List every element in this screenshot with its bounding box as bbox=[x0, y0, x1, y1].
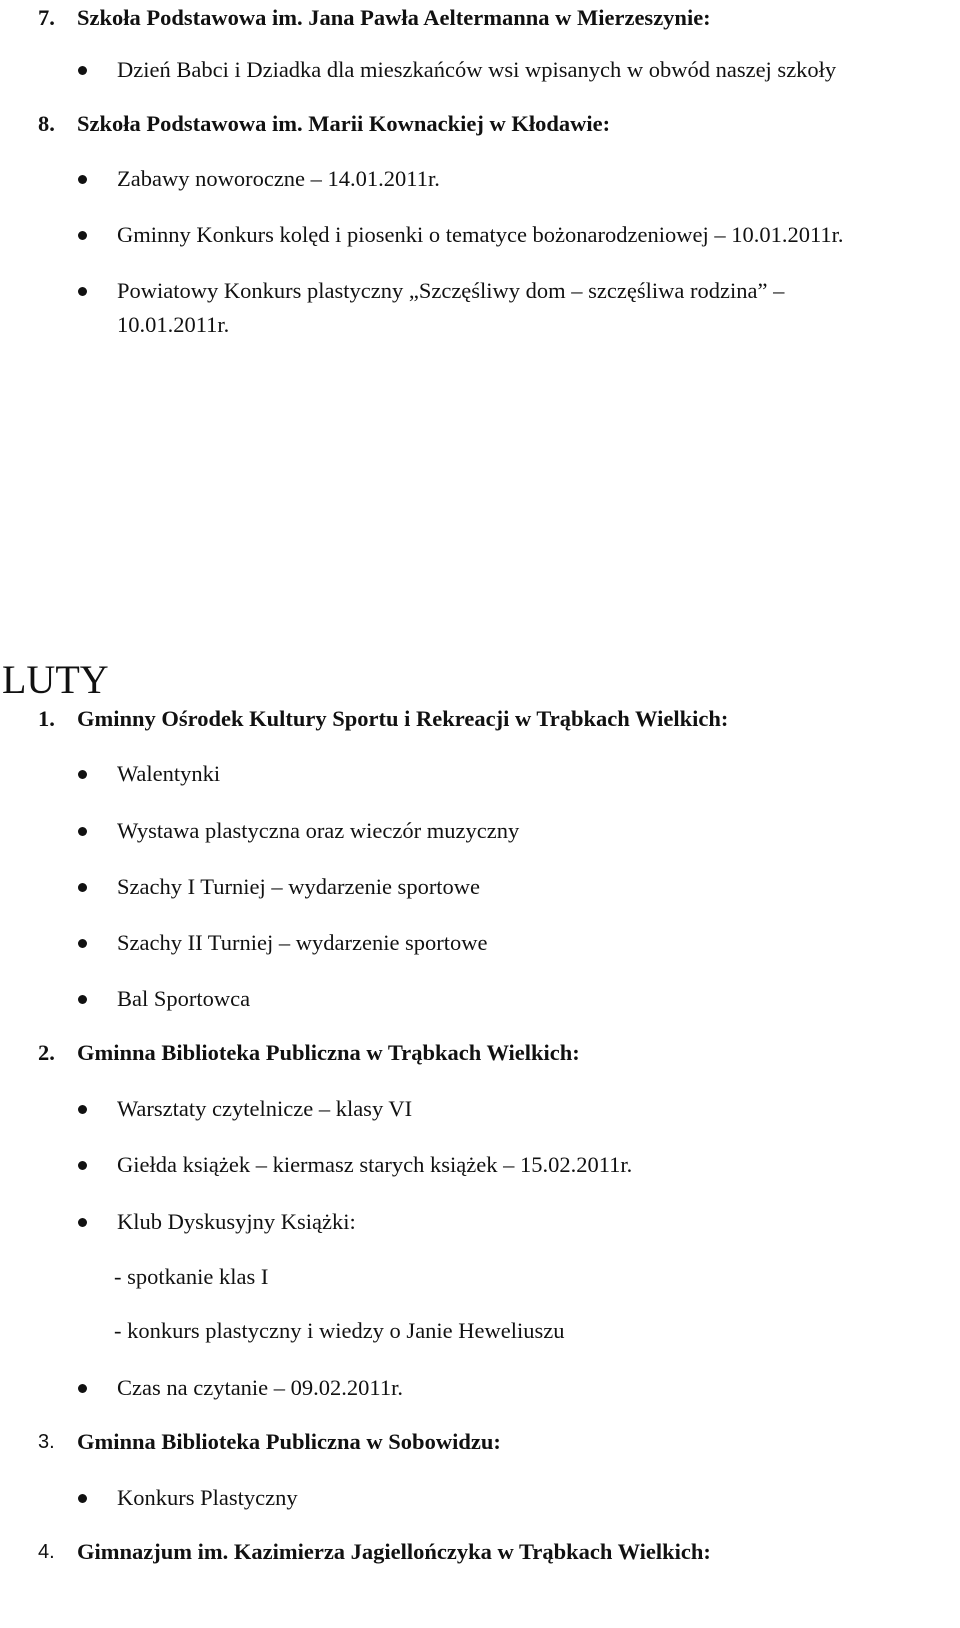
section-number: 2. bbox=[38, 1040, 55, 1065]
list-item: Szachy I Turniej – wydarzenie sportowe bbox=[117, 874, 481, 899]
section-title: Gminny Ośrodek Kultury Sportu i Rekreacji w Trąbkach Wielkich: bbox=[77, 706, 729, 731]
section-title: Gminna Biblioteka Publiczna w Sobowidzu: bbox=[77, 1429, 501, 1454]
section-number: 3. bbox=[38, 1431, 55, 1453]
section-number: 7. bbox=[38, 5, 55, 30]
section-number: 4. bbox=[38, 1541, 55, 1563]
sub-item: - spotkanie klas I bbox=[114, 1264, 269, 1289]
list-item: Walentynki bbox=[117, 761, 221, 786]
bullet-dot bbox=[78, 1384, 87, 1393]
list-item: Czas na czytanie – 09.02.2011r. bbox=[117, 1375, 403, 1400]
section-title: Gminna Biblioteka Publiczna w Trąbkach Wielkich: bbox=[77, 1040, 580, 1065]
section-title: Szkoła Podstawowa im. Jana Pawła Aeltermanna w Mierzeszynie: bbox=[77, 5, 711, 30]
list-item: Konkurs Plastyczny bbox=[117, 1485, 298, 1510]
bullet-dot bbox=[78, 1494, 87, 1503]
bullet-dot bbox=[78, 66, 87, 75]
list-item: Zabawy noworoczne – 14.01.2011r. bbox=[117, 166, 440, 191]
bullet-dot bbox=[78, 175, 87, 184]
bullet-dot bbox=[78, 1218, 87, 1227]
list-item: Wystawa plastyczna oraz wieczór muzyczny bbox=[117, 818, 520, 843]
list-item: Powiatowy Konkurs plastyczny „Szczęśliwy dom – szczęśliwa rodzina” – bbox=[117, 278, 785, 303]
sub-item: - konkurs plastyczny i wiedzy o Janie Heweliuszu bbox=[114, 1318, 565, 1343]
list-item: Szachy II Turniej – wydarzenie sportowe bbox=[117, 930, 488, 955]
bullet-dot bbox=[78, 1161, 87, 1170]
month-heading: LUTY bbox=[2, 657, 109, 702]
list-item: Giełda książek – kiermasz starych książek – 15.02.2011r. bbox=[117, 1152, 633, 1177]
bullet-dot bbox=[78, 1105, 87, 1114]
section-title: Szkoła Podstawowa im. Marii Kownackiej w Kłodawie: bbox=[77, 111, 611, 136]
bullet-dot bbox=[78, 287, 87, 296]
list-item: Bal Sportowca bbox=[117, 986, 251, 1011]
list-item: Warsztaty czytelnicze – klasy VI bbox=[117, 1096, 413, 1121]
section-number: 1. bbox=[38, 706, 55, 731]
bullet-dot bbox=[78, 995, 87, 1004]
bullet-dot bbox=[78, 827, 87, 836]
list-item: Dzień Babci i Dziadka dla mieszkańców wsi wpisanych w obwód naszej szkoły bbox=[117, 57, 837, 82]
list-item: Klub Dyskusyjny Książki: bbox=[117, 1209, 356, 1234]
bullet-dot bbox=[78, 939, 87, 948]
list-item: Gminny Konkurs kolęd i piosenki o tematyce bożonarodzeniowej – 10.01.2011r. bbox=[117, 222, 844, 247]
section-title: Gimnazjum im. Kazimierza Jagiellończyka w Trąbkach Wielkich: bbox=[77, 1539, 711, 1564]
list-item-continuation: 10.01.2011r. bbox=[117, 312, 230, 337]
bullet-dot bbox=[78, 231, 87, 240]
bullet-dot bbox=[78, 770, 87, 779]
section-number: 8. bbox=[38, 111, 55, 136]
bullet-dot bbox=[78, 883, 87, 892]
